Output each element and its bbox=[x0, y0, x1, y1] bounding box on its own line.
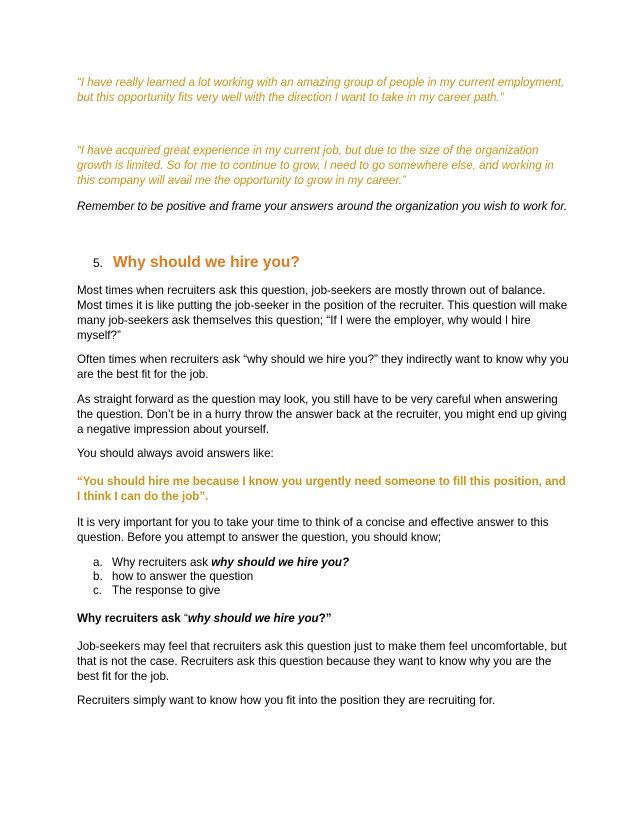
section-title: Why should we hire you? bbox=[113, 254, 300, 271]
list-item-text: how to answer the question bbox=[112, 570, 254, 584]
list-item-emphasis: why should we hire you? bbox=[211, 556, 350, 569]
list-item bbox=[93, 570, 349, 584]
list-item bbox=[93, 584, 349, 598]
section-number: 5. bbox=[93, 256, 104, 270]
subheading: Why recruiters ask “why should we hire you?” bbox=[77, 612, 332, 625]
list-item-text: Why recruiters ask why should we hire you? bbox=[112, 556, 350, 569]
body-paragraph-6: Job-seekers may feel that recruiters ask this question just to make them feel uncomfortable, but that is not the case. Recruiters ask this question because they want to know why you are the best fit for the job. bbox=[77, 640, 567, 683]
body-paragraph-2: Often times when recruiters ask “why should we hire you?” they indirectly want to know why you are the best fit for the job. bbox=[77, 353, 569, 381]
list-marker: c. bbox=[93, 584, 103, 598]
knowledge-list bbox=[93, 556, 349, 599]
section-heading bbox=[93, 254, 300, 272]
quote-paragraph-1: “I have really learned a lot working with an amazing group of people in my current employment, but this opportunity fits very well with the direction I want to take in my career path.” bbox=[77, 76, 565, 104]
reminder-paragraph: Remember to be positive and frame your answers around the organization you wish to work for. bbox=[77, 200, 567, 213]
body-paragraph-7: Recruiters simply want to know how you fit into the position they are recruiting for. bbox=[77, 694, 496, 707]
quote-paragraph-2: “I have acquired great experience in my current job, but due to the size of the organization growth is limited. So for me to continue to grow, I need to go somewhere else, and working in this company will avail me the opportunity to grow in my career.” bbox=[77, 144, 554, 187]
subheading-emphasis: why should we hire you bbox=[187, 612, 319, 625]
list-item bbox=[93, 556, 349, 570]
bold-quote-paragraph: “You should hire me because I know you urgently need someone to fill this position, and I think I can do the job”. bbox=[77, 475, 566, 503]
body-paragraph-3: As straight forward as the question may look, you still have to be very careful when answering the question. Don’t be in a hurry throw the answer back at the recruiter, you might end up giving a negative impression about yourself. bbox=[77, 393, 567, 436]
body-paragraph-5: It is very important for you to take your time to think of a concise and effective answer to this question. Before you attempt to answer the question, you should know; bbox=[77, 516, 549, 544]
body-paragraph-4: You should always avoid answers like: bbox=[77, 447, 274, 460]
list-item-text: The response to give bbox=[112, 584, 221, 598]
list-marker: b. bbox=[93, 570, 103, 584]
list-marker: a. bbox=[93, 556, 103, 569]
body-paragraph-1: Most times when recruiters ask this question, job-seekers are mostly thrown out of balance. Most times it is like putting the job-seeker in the position of the recruiter. This question will make many job-seekers ask themselves this question; “If I were the employer, why would I hire myself?” bbox=[77, 284, 568, 342]
